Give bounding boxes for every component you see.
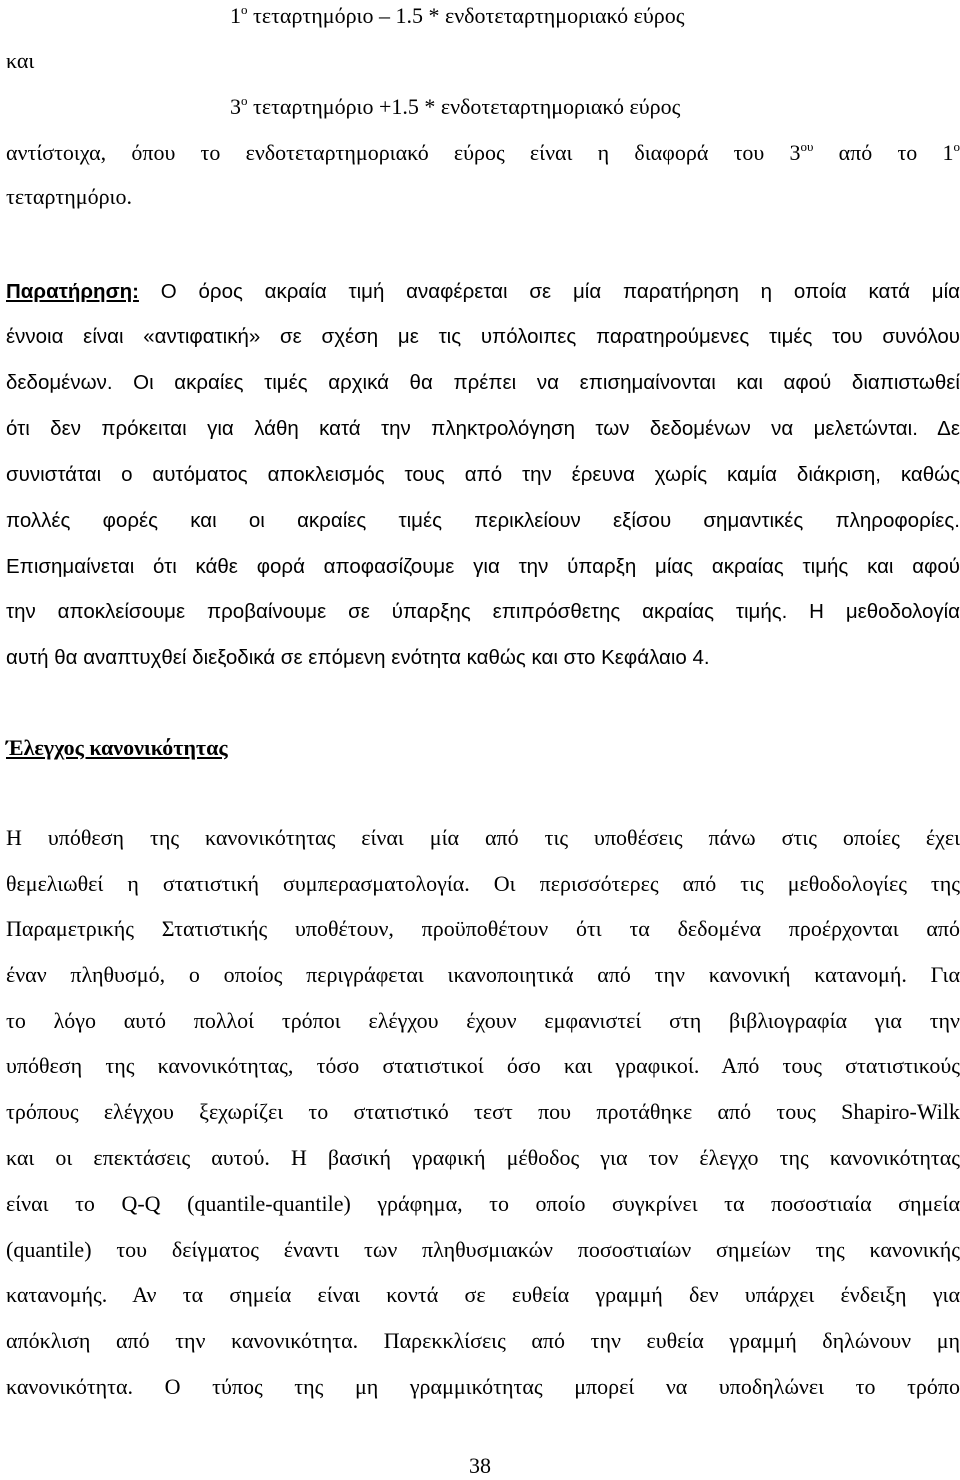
normality-line-9: είναι το Q-Q (quantile-quantile) γράφημα, το οποίο συγκρίνει τα ποσοστιαία σημεία [6, 1190, 960, 1218]
remark-label: Παρατήρηση: [6, 280, 139, 303]
superscript: ο [954, 139, 960, 154]
remark-line-8: την αποκλείσουμε προβαίνουμε σε ύπαρξης επιπρόσθετης ακραίας τιμής. Η μεθοδολογία [6, 598, 960, 626]
remark-line-2: έννοια είναι «αντιφατική» σε σχέση με τις υπόλοιπες παρατηρούμενες τιμές του συνόλου [6, 323, 960, 351]
normality-line-3: Παραμετρικής Στατιστικής υποθέτουν, προϋποθέτουν ότι τα δεδομένα προέρχονται από [6, 915, 960, 943]
superscript: ο [241, 2, 248, 17]
normality-line-8: και οι επεκτάσεις αυτού. Η βασική γραφική μέθοδος για τον έλεγχο της κανονικότητας [6, 1144, 960, 1172]
formula-explanation-line: αντίστοιχα, όπου το ενδοτεταρτημοριακό εύρος είναι η διαφορά του $3^{o\upsilon}$ από το $1^o$ [6, 139, 960, 167]
remark-line-4: ότι δεν πρόκειται για λάθη κατά την πληκτρολόγηση των δεδομένων να μελετώνται. Δε [6, 415, 960, 443]
section-heading: Έλεγχος κανονικότητας [6, 734, 960, 762]
formula-line-lower-fence: $1^o$ τεταρτημόριο – 1.5 * ενδοτεταρτημοριακό εύρος [230, 2, 930, 30]
normality-line-2: θεμελιωθεί η στατιστική συμπερασματολογία. Οι περισσότερες από τις μεθοδολογίες της [6, 870, 960, 898]
normality-line-11: κατανομής. Αν τα σημεία είναι κοντά σε ευθεία γραμμή δεν υπάρχει ένδειξη για [6, 1281, 960, 1309]
remark-line-6: πολλές φορές και οι ακραίες τιμές περικλείουν εξίσου σημαντικές πληροφορίες. [6, 507, 960, 535]
remark-line-7: Επισημαίνεται ότι κάθε φορά αποφασίζουμε για την ύπαρξη μίας ακραίας τιμής και αφού [6, 553, 960, 581]
normality-line-4: έναν πληθυσμό, ο οποίος περιγράφεται ικανοποιητικά από την κανονική κατανομή. Για [6, 961, 960, 989]
superscript: ο [241, 93, 248, 108]
formula-explanation-end: τεταρτημόριο. [6, 183, 960, 211]
remark-line-9: αυτή θα αναπτυχθεί διεξοδικά σε επόμενη ενότητα καθώς και στο Κεφάλαιο 4. [6, 644, 960, 672]
normality-line-10: (quantile) του δείγματος έναντι των πληθυσμιακών ποσοστιαίων σημείων της κανονικής [6, 1236, 960, 1264]
normality-line-6: υπόθεση της κανονικότητας, τόσο στατιστικοί όσο και γραφικοί. Από τους στατιστικούς [6, 1052, 960, 1080]
formula-line-upper-fence: $3^o$ τεταρτημόριο +1.5 * ενδοτεταρτημοριακό εύρος [230, 93, 930, 121]
normality-line-1: Η υπόθεση της κανονικότητας είναι μία από τις υποθέσεις πάνω στις οποίες έχει [6, 824, 960, 852]
superscript: ου [801, 139, 814, 154]
normality-line-12: απόκλιση από την κανονικότητα. Παρεκκλίσεις από την ευθεία γραμμή δηλώνουν μη [6, 1327, 960, 1355]
normality-line-5: το λόγο αυτό πολλοί τρόποι ελέγχου έχουν εμφανιστεί στη βιβλιογραφία για την [6, 1007, 960, 1035]
formula-connector: και [6, 47, 960, 75]
normality-line-13: κανονικότητα. Ο τύπος της μη γραμμικότητας μπορεί να υποδηλώνει το τρόπο [6, 1373, 960, 1401]
remark-line-5: συνιστάται ο αυτόματος αποκλεισμός τους από την έρευνα χωρίς καμία διάκριση, καθώς [6, 461, 960, 489]
page-number: 38 [0, 1452, 960, 1480]
normality-line-7: τρόπους ελέγχου ξεχωρίζει το στατιστικό τεστ που προτάθηκε από τους Shapiro-Wilk [6, 1098, 960, 1126]
remark-line-1: Παρατήρηση: Ο όρος ακραία τιμή αναφέρεται σε μία παρατήρηση η οποία κατά μία [6, 278, 960, 306]
remark-line-3: δεδομένων. Οι ακραίες τιμές αρχικά θα πρέπει να επισημαίνονται και αφού διαπιστωθεί [6, 369, 960, 397]
